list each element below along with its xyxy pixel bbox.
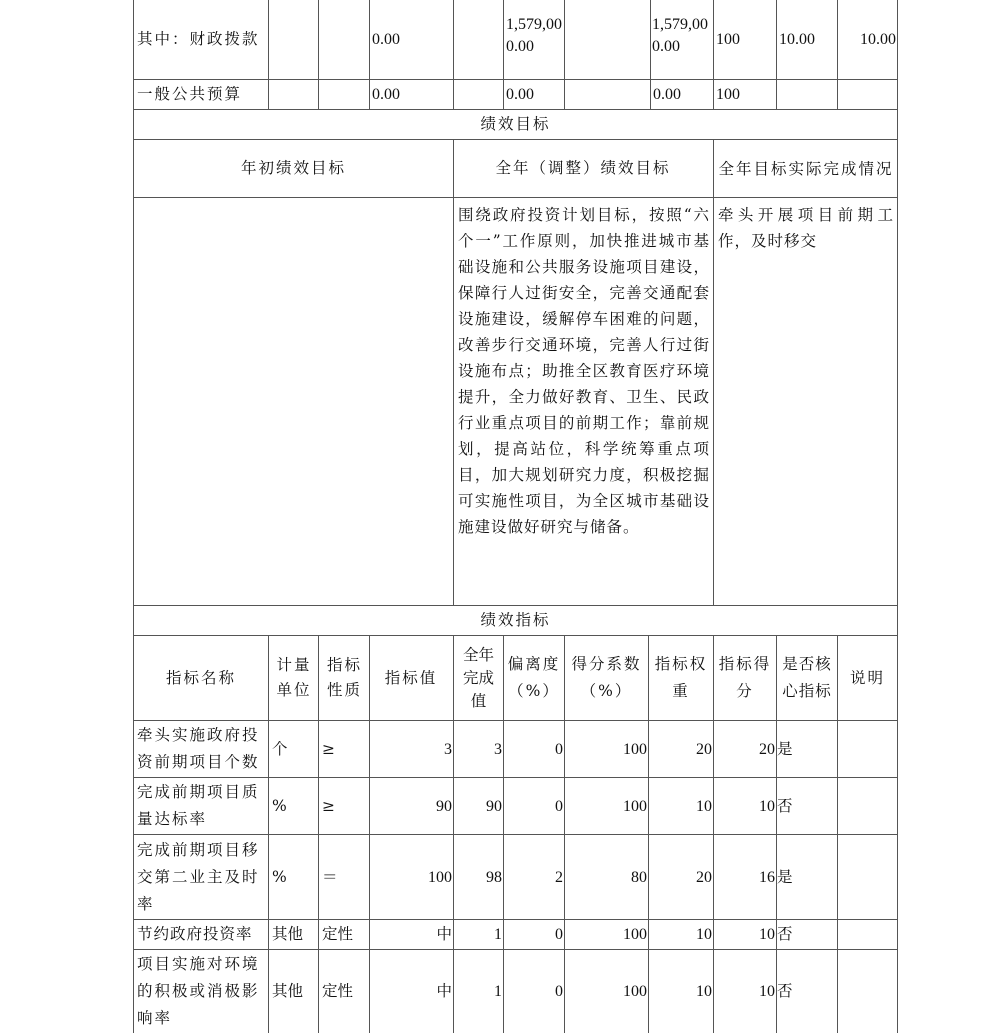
indicator-weight: 10 — [696, 797, 712, 815]
indicator-score: 20 — [759, 740, 775, 758]
indicator-coefficient: 100 — [623, 926, 647, 943]
indicator-coefficient: 100 — [623, 740, 647, 758]
indicator-note — [838, 835, 897, 919]
goals-header-adjusted: 全年（调整）绩效目标 — [495, 159, 671, 177]
funding-cell: 100 — [716, 86, 740, 103]
indicator-deviation: 0 — [555, 983, 563, 1000]
indicator-nature: ≥ — [322, 796, 335, 815]
col-header-nature: 指标性质 — [326, 656, 362, 699]
goals-section-title: 绩效目标 — [480, 115, 551, 133]
goals-header-initial: 年初绩效目标 — [240, 159, 346, 177]
indicator-unit: % — [272, 867, 287, 886]
indicator-weight: 20 — [696, 868, 712, 886]
indicator-note — [838, 778, 897, 834]
indicator-score: 16 — [759, 868, 775, 886]
col-header-weight: 指标权重 — [654, 655, 708, 700]
col-header-name: 指标名称 — [165, 668, 236, 687]
funding-cell: 0.00 — [506, 86, 534, 103]
indicator-weight: 20 — [696, 740, 712, 758]
indicator-core: 否 — [777, 982, 793, 1000]
indicator-score: 10 — [759, 797, 775, 815]
indicator-core: 否 — [777, 925, 793, 943]
indicator-note — [838, 950, 897, 1033]
col-header-target: 指标值 — [384, 668, 438, 687]
funding-cell: 1,579,000.00 — [652, 16, 708, 55]
col-header-score: 指标得分 — [718, 655, 772, 700]
indicator-name: 完成前期项目移交第二业主及时率 — [137, 840, 260, 913]
funding-cell — [776, 80, 837, 109]
indicator-target: 中 — [436, 982, 452, 1000]
funding-cell: 10.00 — [860, 31, 896, 48]
indicator-coefficient: 100 — [623, 983, 647, 1000]
funding-cell: 100 — [716, 31, 740, 48]
col-header-coefficient: 得分系数（%） — [571, 655, 642, 700]
indicator-name: 项目实施对环境的积极或消极影响率 — [137, 955, 260, 1027]
indicator-actual: 3 — [494, 740, 502, 758]
indicator-nature: 定性 — [322, 925, 354, 943]
indicator-core: 否 — [777, 796, 793, 815]
funding-cell: 10.00 — [779, 31, 815, 48]
indicator-note — [838, 721, 897, 777]
indicators-section-title: 绩效指标 — [480, 611, 551, 629]
funding-cell: 0.00 — [653, 86, 681, 103]
indicator-actual: 98 — [486, 868, 502, 886]
indicator-deviation: 0 — [555, 797, 563, 815]
indicator-unit: 个 — [272, 739, 288, 758]
indicator-note — [838, 920, 897, 949]
col-header-note: 说明 — [849, 668, 885, 687]
col-header-unit: 计量单位 — [276, 656, 312, 699]
indicator-name: 节约政府投资率 — [137, 925, 253, 943]
col-header-deviation: 偏离度（%） — [507, 655, 561, 700]
col-header-core: 是否核心指标 — [782, 655, 832, 700]
indicator-weight: 10 — [696, 983, 712, 1000]
indicator-name: 牵头实施政府投资前期项目个数 — [137, 726, 260, 771]
indicator-actual: 1 — [494, 983, 502, 1000]
goals-initial-text — [134, 198, 453, 605]
indicator-unit: 其他 — [272, 925, 304, 943]
indicator-nature: ＝ — [322, 867, 338, 886]
indicator-target: 3 — [444, 740, 452, 758]
goals-header-actual: 全年目标实际完成情况 — [718, 159, 894, 178]
indicator-core: 是 — [777, 739, 793, 758]
indicator-deviation: 2 — [555, 868, 563, 886]
funding-row-label: 一般公共预算 — [137, 85, 243, 103]
indicator-unit: % — [272, 796, 287, 815]
goals-actual-text: 牵头开展项目前期工作，及时移交 — [718, 206, 894, 250]
indicator-target: 中 — [436, 925, 452, 943]
indicator-score: 10 — [759, 983, 775, 1000]
indicator-actual: 1 — [494, 926, 502, 943]
indicator-nature: 定性 — [322, 982, 354, 1000]
indicator-score: 10 — [759, 926, 775, 943]
indicator-unit: 其他 — [272, 982, 304, 1000]
indicator-coefficient: 100 — [623, 797, 647, 815]
col-header-actual: 全年完成值 — [463, 645, 495, 710]
indicator-core: 是 — [777, 867, 793, 886]
performance-table — [133, 0, 898, 1033]
funding-cell — [837, 80, 897, 109]
goals-adjusted-text: 围绕政府投资计划目标，按照“六个一”工作原则，加快推进城市基础设施和公共服务设施项目建设，保障行人过街安全，完善交通配套设施建设，缓解停车困难的问题，改善步行交通环境，完善人行过街设施布点；助推全区教育医疗环境提升，全力做好教育、卫生、民政行业重点项目的前期工作；靠前规划，提高站位，科学统筹重点项目，加大规划研究力度，积极挖掘可实施性项目，为全区城市基础设施建设做好研究与储备。 — [458, 206, 710, 536]
funding-cell: 0.00 — [372, 86, 400, 103]
indicator-deviation: 0 — [555, 740, 563, 758]
funding-cell: 0.00 — [372, 31, 400, 48]
indicator-nature: ≥ — [322, 739, 335, 758]
funding-row-label: 其中：财政拨款 — [137, 30, 260, 48]
indicator-deviation: 0 — [555, 926, 563, 943]
indicator-weight: 10 — [696, 926, 712, 943]
indicator-coefficient: 80 — [631, 868, 647, 886]
indicator-name: 完成前期项目质量达标率 — [137, 783, 260, 828]
indicator-actual: 90 — [486, 797, 502, 815]
indicator-target: 90 — [436, 797, 452, 815]
funding-cell: 1,579,000.00 — [506, 16, 562, 55]
indicator-target: 100 — [428, 868, 452, 886]
